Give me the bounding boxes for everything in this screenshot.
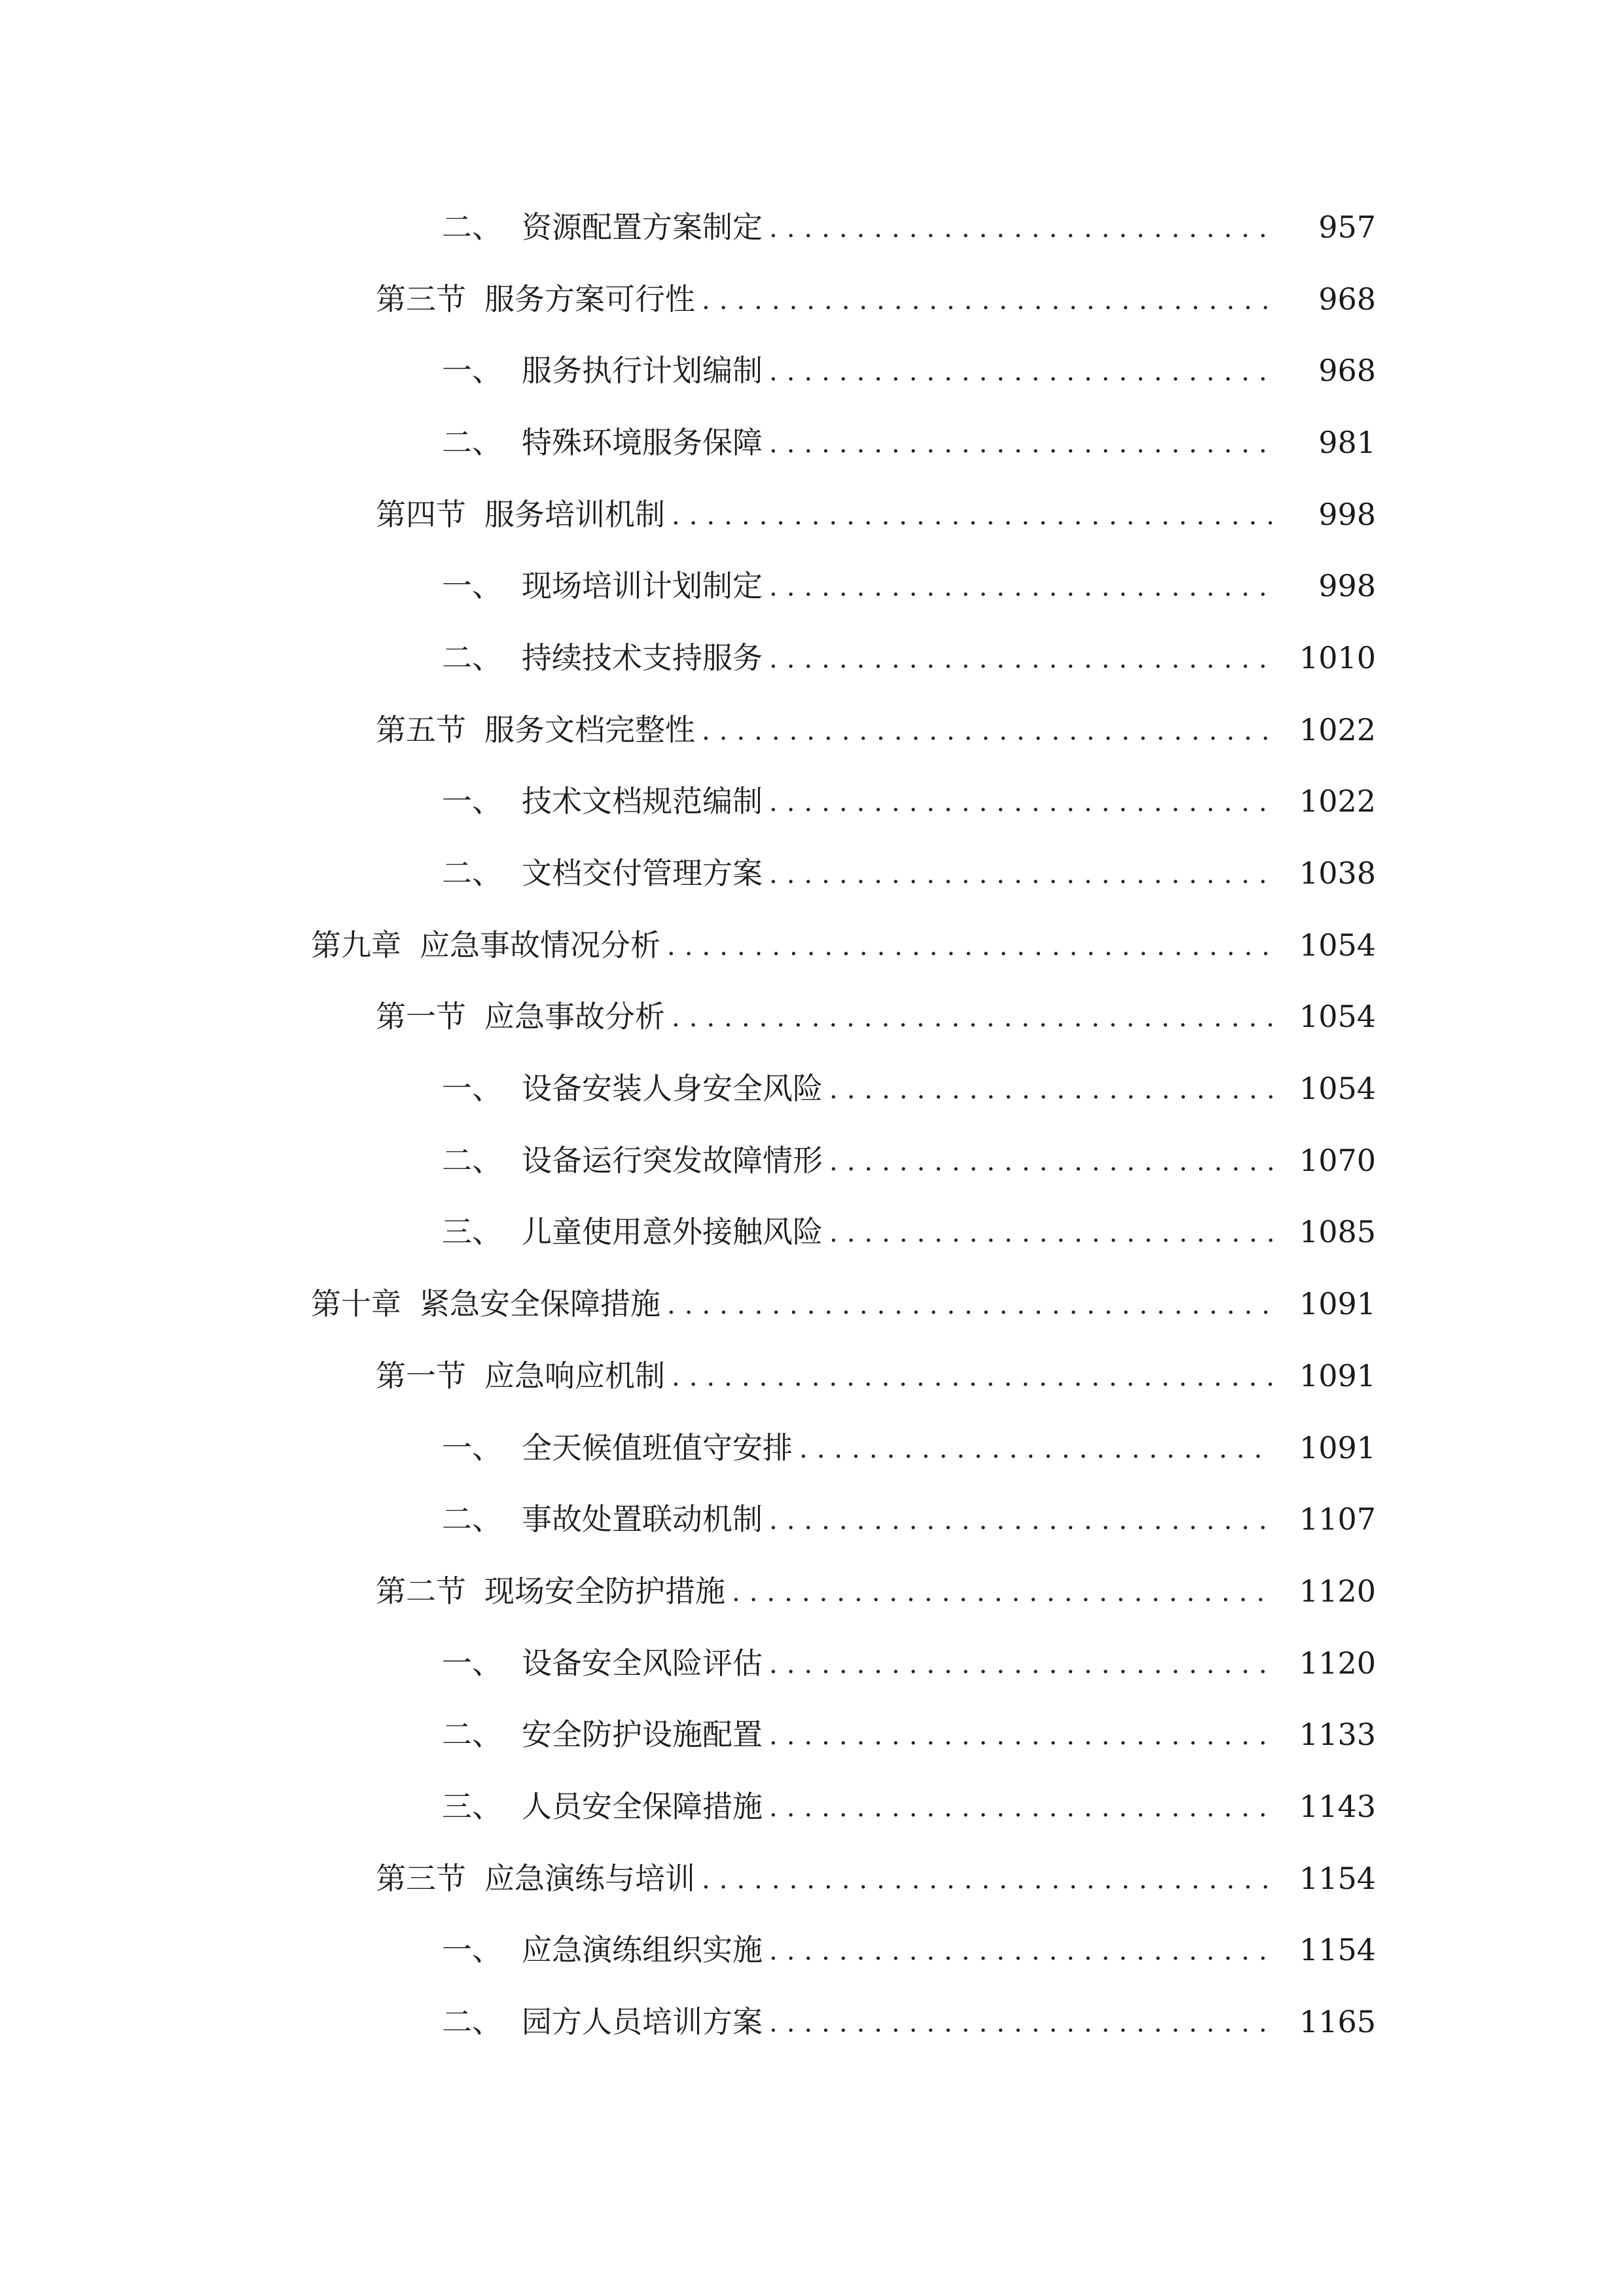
toc-entry[interactable] — [0, 1698, 1624, 1770]
dot-leader — [702, 1867, 1272, 1893]
toc-entry[interactable] — [0, 1842, 1624, 1914]
toc-entry-marker: 二、 — [442, 209, 502, 245]
toc-entry-page-number: 968 — [1318, 281, 1376, 317]
toc-entry-page-number: 1133 — [1299, 1717, 1376, 1753]
toc-entry-page-number: 1120 — [1299, 1645, 1376, 1681]
toc-entry-page-number: 1022 — [1299, 711, 1376, 747]
toc-entry[interactable] — [0, 837, 1624, 909]
toc-entry-marker: 二、 — [442, 424, 502, 460]
toc-entry-marker: 三、 — [442, 1788, 502, 1824]
toc-entry[interactable] — [0, 622, 1624, 694]
toc-entry-marker: 三、 — [442, 1214, 502, 1250]
toc-entry-title: 应急演练与培训 — [484, 1860, 695, 1896]
toc-entry-title: 设备安装人身安全风险 — [522, 1071, 823, 1107]
toc-entry-page-number: 1054 — [1299, 927, 1376, 963]
toc-entry-page-number: 1143 — [1299, 1788, 1376, 1824]
toc-entry-marker: 第一节 — [376, 999, 466, 1035]
toc-entry[interactable] — [0, 694, 1624, 766]
toc-entry-title: 设备安全风险评估 — [522, 1645, 763, 1681]
dot-leader — [799, 1436, 1272, 1462]
toc-entry-marker: 一、 — [442, 1429, 502, 1465]
toc-entry-marker: 第二节 — [376, 1573, 466, 1609]
toc-entry-page-number: 1038 — [1299, 855, 1376, 891]
toc-entry-title: 文档交付管理方案 — [522, 855, 763, 891]
dot-leader — [769, 2010, 1272, 2036]
toc-entry-title: 儿童使用意外接触风险 — [522, 1214, 823, 1250]
toc-entry[interactable] — [0, 1483, 1624, 1555]
toc-entry-title: 服务方案可行性 — [484, 281, 695, 317]
toc-entry-title: 设备运行突发故障情形 — [522, 1142, 823, 1178]
dot-leader — [769, 574, 1272, 600]
toc-entry[interactable] — [0, 1124, 1624, 1196]
toc-entry-page-number: 1022 — [1299, 783, 1376, 819]
toc-entry-marker: 第一节 — [376, 1357, 466, 1393]
toc-entry[interactable] — [0, 334, 1624, 406]
toc-entry-title: 持续技术支持服务 — [522, 639, 763, 675]
dot-leader — [667, 933, 1272, 960]
toc-entry-page-number: 1091 — [1299, 1429, 1376, 1465]
toc-entry[interactable] — [0, 1986, 1624, 2058]
dot-leader — [667, 1292, 1272, 1318]
toc-entry-marker: 二、 — [442, 1501, 502, 1537]
toc-entry-marker: 二、 — [442, 1142, 502, 1178]
toc-entry-page-number: 1054 — [1299, 999, 1376, 1035]
toc-entry[interactable] — [0, 1770, 1624, 1842]
toc-entry-marker: 一、 — [442, 353, 502, 389]
toc-entry-page-number: 998 — [1318, 568, 1376, 604]
dot-leader — [702, 718, 1272, 744]
toc-entry-title: 应急演练组织实施 — [522, 1932, 763, 1968]
toc-entry[interactable] — [0, 1196, 1624, 1268]
toc-entry[interactable] — [0, 478, 1624, 550]
toc-entry[interactable] — [0, 1914, 1624, 1986]
toc-entry-marker: 二、 — [442, 1717, 502, 1753]
toc-entry-marker: 一、 — [442, 783, 502, 819]
toc-entry-title: 服务培训机制 — [484, 496, 665, 532]
dot-leader — [702, 287, 1272, 314]
toc-entry-title: 人员安全保障措施 — [522, 1788, 763, 1824]
dot-leader — [769, 1651, 1272, 1677]
toc-entry[interactable] — [0, 1627, 1624, 1699]
toc-entry-marker: 第三节 — [376, 281, 466, 317]
toc-entry[interactable] — [0, 263, 1624, 335]
toc-entry-title: 园方人员培训方案 — [522, 2004, 763, 2040]
toc-entry-page-number: 1091 — [1299, 1357, 1376, 1393]
dot-leader — [769, 1507, 1272, 1534]
toc-entry-title: 应急事故情况分析 — [420, 927, 660, 963]
toc-entry[interactable] — [0, 981, 1624, 1053]
toc-entry-title: 事故处置联动机制 — [522, 1501, 763, 1537]
dot-leader — [769, 1795, 1272, 1821]
toc-entry-page-number: 1120 — [1299, 1573, 1376, 1609]
toc-entry[interactable] — [0, 406, 1624, 478]
toc-entry-title: 安全防护设施配置 — [522, 1717, 763, 1753]
toc-entry[interactable] — [0, 1052, 1624, 1124]
dot-leader — [672, 1364, 1272, 1390]
toc-entry-page-number: 1154 — [1299, 1932, 1376, 1968]
toc-entry[interactable] — [0, 1555, 1624, 1627]
toc-entry-marker: 第三节 — [376, 1860, 466, 1896]
dot-leader — [769, 1723, 1272, 1749]
dot-leader — [769, 431, 1272, 457]
toc-entry-chapter[interactable] — [0, 909, 1624, 981]
toc-entry-page-number: 957 — [1318, 209, 1376, 245]
toc-entry-title: 技术文档规范编制 — [522, 783, 763, 819]
toc-entry-marker: 第九章 — [311, 927, 401, 963]
dot-leader — [829, 1149, 1272, 1175]
toc-entry-title: 应急事故分析 — [484, 999, 665, 1035]
toc-entry-page-number: 1085 — [1299, 1214, 1376, 1250]
toc-entry-page-number: 1070 — [1299, 1142, 1376, 1178]
dot-leader — [769, 861, 1272, 888]
dot-leader — [769, 215, 1272, 242]
toc-entry-page-number: 1107 — [1299, 1501, 1376, 1537]
dot-leader — [769, 789, 1272, 816]
toc-entry-page-number: 998 — [1318, 496, 1376, 532]
toc-entry-page-number: 1010 — [1299, 639, 1376, 675]
table-of-contents — [0, 191, 1624, 2058]
toc-entry-page-number: 1091 — [1299, 1286, 1376, 1322]
toc-entry-marker: 一、 — [442, 1071, 502, 1107]
toc-entry-title: 资源配置方案制定 — [522, 209, 763, 245]
toc-entry-title: 应急响应机制 — [484, 1357, 665, 1393]
toc-entry-title: 服务执行计划编制 — [522, 353, 763, 389]
toc-entry-marker: 第十章 — [311, 1286, 401, 1322]
dot-leader — [732, 1579, 1272, 1605]
toc-entry-page-number: 1154 — [1299, 1860, 1376, 1896]
toc-entry[interactable] — [0, 1340, 1624, 1412]
toc-entry-title: 现场培训计划制定 — [522, 568, 763, 604]
toc-entry[interactable] — [0, 550, 1624, 622]
toc-entry-page-number: 1165 — [1299, 2004, 1376, 2040]
toc-entry-page-number: 968 — [1318, 353, 1376, 389]
toc-entry-title: 现场安全防护措施 — [484, 1573, 725, 1609]
toc-entry-title: 服务文档完整性 — [484, 711, 695, 747]
dot-leader — [829, 1220, 1272, 1246]
dot-leader — [672, 503, 1272, 529]
toc-entry-marker: 一、 — [442, 568, 502, 604]
toc-entry-page-number: 1054 — [1299, 1071, 1376, 1107]
toc-entry-marker: 第四节 — [376, 496, 466, 532]
toc-entry-page-number: 981 — [1318, 424, 1376, 460]
dot-leader — [769, 1938, 1272, 1964]
dot-leader — [829, 1077, 1272, 1103]
toc-entry-marker: 第五节 — [376, 711, 466, 747]
dot-leader — [672, 1005, 1272, 1031]
toc-entry[interactable] — [0, 1412, 1624, 1484]
toc-entry-marker: 二、 — [442, 2004, 502, 2040]
toc-entry-marker: 一、 — [442, 1645, 502, 1681]
dot-leader — [769, 359, 1272, 385]
toc-entry-title: 紧急安全保障措施 — [420, 1286, 660, 1322]
toc-entry[interactable] — [0, 766, 1624, 838]
toc-entry-marker: 二、 — [442, 639, 502, 675]
toc-entry[interactable] — [0, 191, 1624, 263]
toc-entry-title: 全天候值班值守安排 — [522, 1429, 793, 1465]
toc-entry-chapter[interactable] — [0, 1268, 1624, 1340]
dot-leader — [769, 646, 1272, 672]
toc-entry-marker: 二、 — [442, 855, 502, 891]
toc-entry-marker: 一、 — [442, 1932, 502, 1968]
toc-entry-title: 特殊环境服务保障 — [522, 424, 763, 460]
